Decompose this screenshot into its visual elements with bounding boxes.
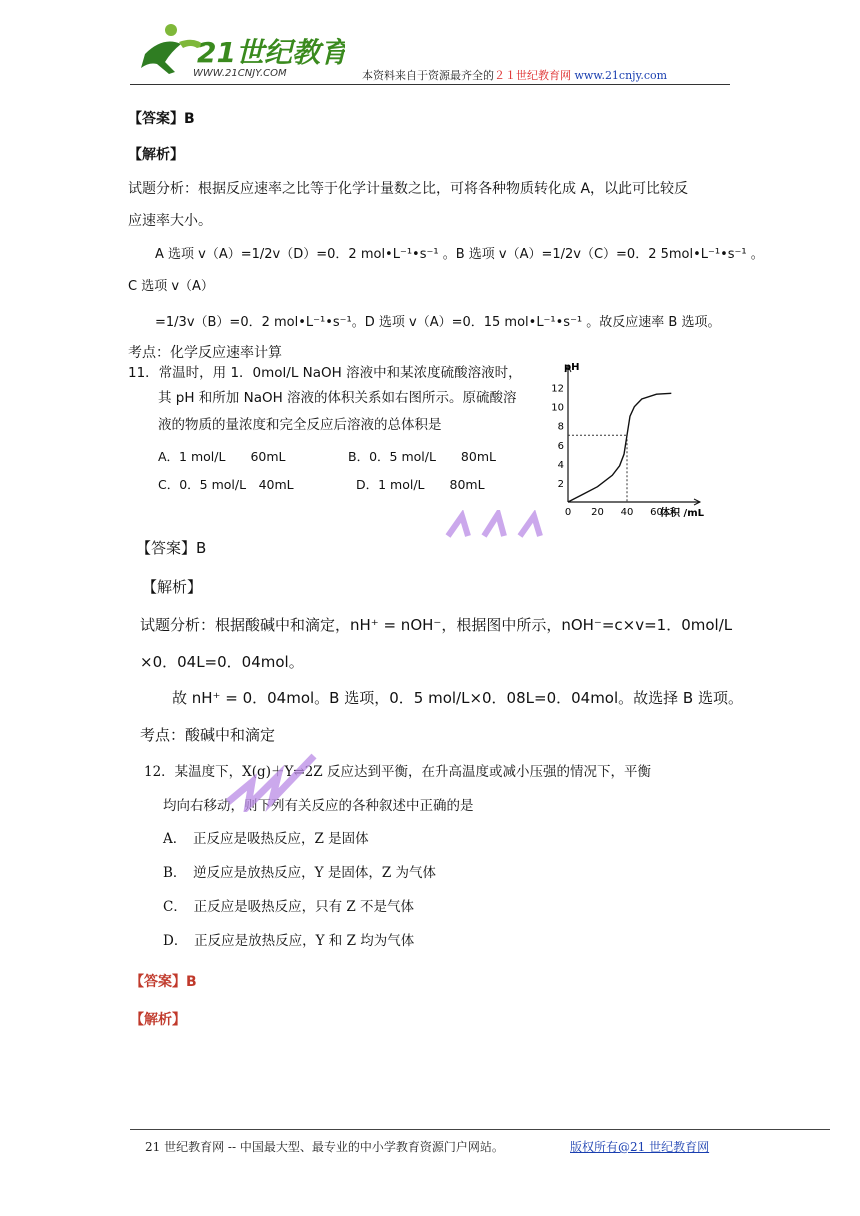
q11-stem-line1: 11．常温时，用 1．0mol/L NaOH 溶液中和某浓度硫酸溶液时， [128, 365, 522, 381]
header-note-prefix: 本资料来自于资源最齐全的 [362, 69, 494, 82]
q12-option-d: D． 正反应是放热反应，Y 和 Z 均为气体 [163, 933, 415, 949]
q11-stem-line3: 液的物质的量浓度和完全反应后溶液的总体积是 [158, 417, 442, 433]
logo-text: 21世纪教育 [197, 36, 345, 69]
q12-answer-label: 【答案】B [130, 974, 197, 990]
q11-analysis-line1: 试题分析：根据酸碱中和滴定，nH⁺ = nOH⁻，根据图中所示，nOH⁻=c×v=1．0mol/L [140, 616, 733, 634]
q10-point: 考点：化学反应速率计算 [128, 345, 282, 361]
q11-option-a: A．1 mol/L 60mL [158, 449, 286, 464]
watermark-mark [440, 510, 550, 540]
logo-url: WWW.21CNJY.COM [193, 68, 287, 79]
q12-option-c: C． 正反应是吸热反应，只有 Z 不是气体 [163, 899, 415, 915]
header-note-url[interactable]: www.21cnjy.com [574, 69, 668, 82]
q10-analysis-label: 【解析】 [128, 147, 184, 163]
y-tick-label: 8 [557, 421, 564, 433]
q11-analysis-label: 【解析】 [142, 578, 203, 596]
q10-analysis-line1: 试题分析：根据反应速率之比等于化学计量数之比，可将各种物质转化成 A，以此可比较反 [128, 181, 689, 197]
q10-analysis-line2: 应速率大小。 [128, 213, 212, 229]
y-tick-label: 10 [551, 402, 564, 414]
x-tick-label: 0 [564, 507, 572, 518]
q11-option-d: D．1 mol/L 80mL [356, 477, 485, 492]
titration-curve [568, 393, 671, 502]
q10-line3: A 选项 v（A）=1/2v（D）=0．2 mol•L⁻¹•s⁻¹ 。B 选项 v（A）=1/2v（C）=0．2 5mol•L⁻¹•s⁻¹ 。 [155, 247, 764, 262]
header-note-site[interactable]: ２１世纪教育网 [494, 69, 571, 82]
footer-copyright-link[interactable]: 版权所有@21 世纪教育网 [570, 1140, 710, 1154]
q12-stem-line1: 12．某温度下，X(g)＋Y⇌2Z 反应达到平衡，在升高温度或减小压强的情况下，平衡 [144, 764, 651, 780]
q12-option-a: A． 正反应是吸热反应，Z 是固体 [163, 831, 369, 847]
q10-answer-label: 【答案】B [128, 111, 195, 127]
y-tick-label: 6 [557, 440, 564, 452]
x-tick-label: 40 [620, 507, 634, 518]
x-tick-label: 20 [591, 507, 604, 518]
y-tick-label: 4 [557, 459, 564, 471]
header-note [362, 67, 667, 83]
q10-line4: C 选项 v（A） [128, 279, 214, 294]
x-axis-label: 体积 /mL [660, 508, 704, 519]
x-tick-label: 60 [650, 507, 663, 518]
q11-analysis-line3: 故 nH⁺ = 0．04mol。B 选项，0．5 mol/L×0．08L=0．04mol。故选择 B 选项。 [172, 689, 743, 707]
q12-stem-line2: 均向右移动，则下列有关反应的各种叙述中正确的是 [163, 798, 474, 814]
q11-answer-label: 【答案】B [136, 539, 207, 557]
q11-analysis-line2: ×0．04L=0．04mol。 [140, 653, 304, 671]
site-logo [135, 22, 345, 84]
y-tick-label: 2 [557, 478, 564, 490]
q10-line5: =1/3v（B）=0．2 mol•L⁻¹•s⁻¹。D 选项 v（A）=0．15 mol•L⁻¹•s⁻¹ 。故反应速率 B 选项。 [155, 315, 721, 330]
footer-text: 21 世纪教育网 -- 中国最大型、最专业的中小学教育资源门户网站。 [145, 1140, 504, 1154]
q12-option-b: B． 逆反应是放热反应，Y 是固体，Z 为气体 [163, 865, 437, 881]
footer-divider [130, 1129, 830, 1130]
y-tick-label: 12 [551, 383, 564, 395]
titration-chart [548, 362, 708, 520]
header-divider [130, 84, 730, 85]
q11-stem-line2: 其 pH 和所加 NaOH 溶液的体积关系如右图所示。原硫酸溶 [158, 390, 517, 406]
q12-analysis-label: 【解析】 [130, 1012, 186, 1028]
q11-option-c: C．0．5 mol/L 40mL [158, 477, 294, 492]
runner-logo-icon [135, 22, 345, 84]
y-axis-label: pH [564, 362, 580, 373]
q11-option-b: B．0．5 mol/L 80mL [348, 449, 496, 464]
q11-point: 考点：酸碱中和滴定 [140, 726, 276, 744]
